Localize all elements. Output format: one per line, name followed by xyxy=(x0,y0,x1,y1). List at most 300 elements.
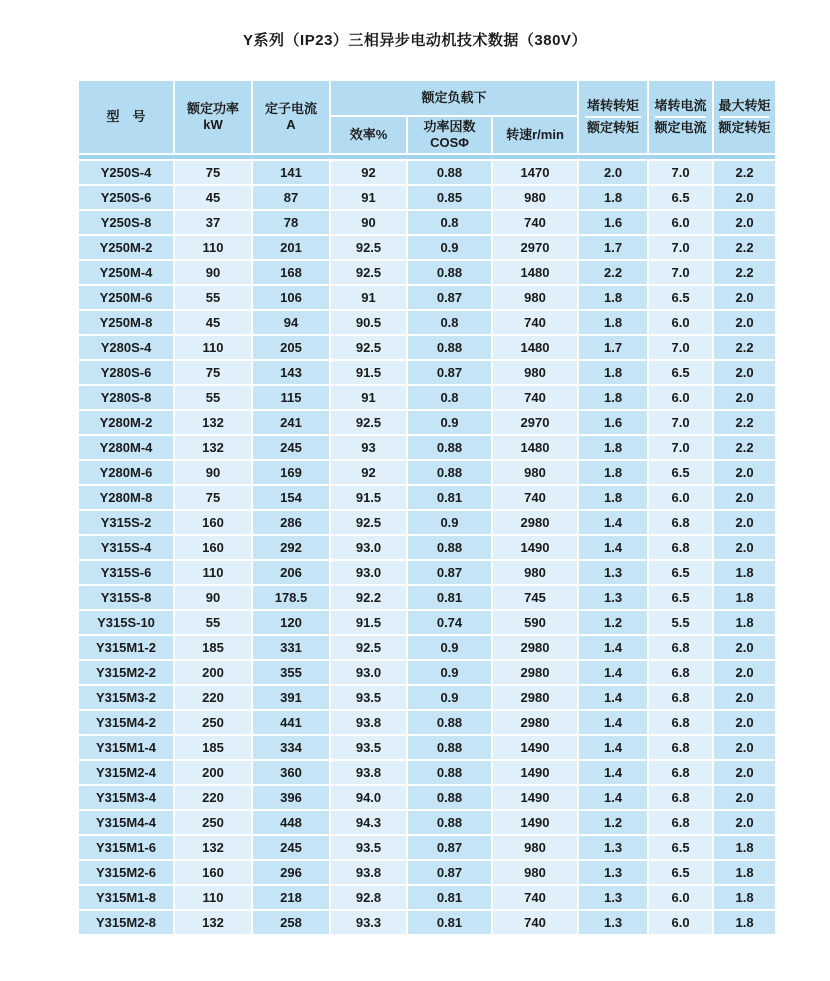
table-body xyxy=(79,155,775,934)
table-cell: 1.4 xyxy=(579,761,647,784)
table-cell: 185 xyxy=(175,636,251,659)
table-cell: 980 xyxy=(493,286,577,309)
table-cell: 201 xyxy=(253,236,329,259)
table-row xyxy=(79,761,775,784)
table-row xyxy=(79,536,775,559)
table-cell: 1480 xyxy=(493,261,577,284)
model-cell: Y280M-8 xyxy=(79,486,173,509)
table-cell: 94 xyxy=(253,311,329,334)
table-cell: 1.8 xyxy=(579,186,647,209)
table-cell: 740 xyxy=(493,911,577,934)
table-cell: 245 xyxy=(253,436,329,459)
table-cell: 6.8 xyxy=(649,736,712,759)
fraction-divider xyxy=(655,116,706,118)
model-cell: Y315S-8 xyxy=(79,586,173,609)
table-cell: 200 xyxy=(175,761,251,784)
table-cell: 92.8 xyxy=(331,886,406,909)
table-cell: 241 xyxy=(253,411,329,434)
table-cell: 6.8 xyxy=(649,686,712,709)
table-cell: 132 xyxy=(175,436,251,459)
fraction-divider xyxy=(720,116,769,118)
table-cell: 1.4 xyxy=(579,711,647,734)
table-cell: 0.81 xyxy=(408,886,491,909)
table-cell: 6.8 xyxy=(649,811,712,834)
table-cell: 1.7 xyxy=(579,336,647,359)
table-cell: 2.0 xyxy=(714,511,775,534)
table-cell: 0.88 xyxy=(408,461,491,484)
table-cell: 1.3 xyxy=(579,886,647,909)
table-cell: 1.3 xyxy=(579,561,647,584)
table-cell: 1.8 xyxy=(579,486,647,509)
table-cell: 1490 xyxy=(493,536,577,559)
model-cell: Y315M1-8 xyxy=(79,886,173,909)
stator-current-unit: A xyxy=(286,117,296,132)
table-cell: 2.0 xyxy=(714,536,775,559)
table-cell: 75 xyxy=(175,161,251,184)
model-cell: Y315M1-6 xyxy=(79,836,173,859)
table-cell: 205 xyxy=(253,336,329,359)
model-cell: Y250M-6 xyxy=(79,286,173,309)
model-cell: Y280S-8 xyxy=(79,386,173,409)
table-cell: 2.2 xyxy=(714,236,775,259)
table-cell: 0.88 xyxy=(408,811,491,834)
table-cell: 245 xyxy=(253,836,329,859)
table-cell: 45 xyxy=(175,186,251,209)
model-cell: Y315M3-2 xyxy=(79,686,173,709)
table-cell: 110 xyxy=(175,886,251,909)
table-cell: 2980 xyxy=(493,511,577,534)
table-cell: 745 xyxy=(493,586,577,609)
col-header-rated-power xyxy=(175,81,251,153)
table-cell: 0.81 xyxy=(408,586,491,609)
table-row xyxy=(79,861,775,884)
table-cell: 1.2 xyxy=(579,611,647,634)
table-cell: 1.7 xyxy=(579,236,647,259)
table-row xyxy=(79,561,775,584)
table-cell: 7.0 xyxy=(649,436,712,459)
table-cell: 360 xyxy=(253,761,329,784)
table-cell: 250 xyxy=(175,711,251,734)
table-cell: 178.5 xyxy=(253,586,329,609)
table-cell: 2.0 xyxy=(714,711,775,734)
model-cell: Y315M4-2 xyxy=(79,711,173,734)
table-row xyxy=(79,411,775,434)
table-cell: 93.5 xyxy=(331,736,406,759)
model-cell: Y315M1-4 xyxy=(79,736,173,759)
table-cell: 169 xyxy=(253,461,329,484)
table-cell: 78 xyxy=(253,211,329,234)
power-factor-label: 功率因数 xyxy=(423,119,476,134)
table-cell: 2.0 xyxy=(579,161,647,184)
table-cell: 160 xyxy=(175,536,251,559)
table-cell: 6.0 xyxy=(649,886,712,909)
table-cell: 6.5 xyxy=(649,861,712,884)
table-cell: 1.2 xyxy=(579,811,647,834)
table-cell: 6.8 xyxy=(649,636,712,659)
table-cell: 1470 xyxy=(493,161,577,184)
table-cell: 6.8 xyxy=(649,761,712,784)
table-cell: 93.8 xyxy=(331,761,406,784)
table-cell: 0.74 xyxy=(408,611,491,634)
table-cell: 6.0 xyxy=(649,311,712,334)
table-cell: 2.2 xyxy=(714,161,775,184)
table-cell: 160 xyxy=(175,861,251,884)
model-cell: Y250M-4 xyxy=(79,261,173,284)
table-cell: 7.0 xyxy=(649,261,712,284)
table-cell: 206 xyxy=(253,561,329,584)
table-cell: 1.4 xyxy=(579,511,647,534)
table-cell: 980 xyxy=(493,461,577,484)
table-cell: 2.2 xyxy=(714,411,775,434)
table-cell: 93.5 xyxy=(331,686,406,709)
table-cell: 6.0 xyxy=(649,386,712,409)
table-cell: 185 xyxy=(175,736,251,759)
table-row xyxy=(79,336,775,359)
table-cell: 2.0 xyxy=(714,311,775,334)
table-cell: 980 xyxy=(493,861,577,884)
table-row xyxy=(79,211,775,234)
model-cell: Y315M4-4 xyxy=(79,811,173,834)
table-cell: 91.5 xyxy=(331,611,406,634)
table-cell: 7.0 xyxy=(649,336,712,359)
table-row xyxy=(79,461,775,484)
table-cell: 106 xyxy=(253,286,329,309)
table-cell: 292 xyxy=(253,536,329,559)
table-cell: 1480 xyxy=(493,336,577,359)
table-cell: 75 xyxy=(175,486,251,509)
table-cell: 2.2 xyxy=(579,261,647,284)
col-header-power-factor xyxy=(408,117,491,153)
model-cell: Y280M-2 xyxy=(79,411,173,434)
table-cell: 110 xyxy=(175,336,251,359)
table-row xyxy=(79,911,775,934)
table-cell: 740 xyxy=(493,211,577,234)
table-cell: 218 xyxy=(253,886,329,909)
table-cell: 37 xyxy=(175,211,251,234)
table-cell: 0.8 xyxy=(408,211,491,234)
table-cell: 0.87 xyxy=(408,861,491,884)
locked-current-denominator: 额定电流 xyxy=(654,120,707,135)
table-cell: 1.8 xyxy=(714,886,775,909)
table-cell: 90 xyxy=(331,211,406,234)
table-cell: 6.8 xyxy=(649,711,712,734)
table-cell: 740 xyxy=(493,886,577,909)
table-row xyxy=(79,361,775,384)
table-cell: 448 xyxy=(253,811,329,834)
table-cell: 2980 xyxy=(493,711,577,734)
table-cell: 1.8 xyxy=(714,861,775,884)
table-cell: 980 xyxy=(493,561,577,584)
col-header-efficiency: 效率% xyxy=(331,117,406,153)
model-cell: Y250M-2 xyxy=(79,236,173,259)
table-cell: 2.0 xyxy=(714,661,775,684)
table-row xyxy=(79,686,775,709)
table-cell: 2970 xyxy=(493,236,577,259)
table-row xyxy=(79,261,775,284)
table-cell: 286 xyxy=(253,511,329,534)
table-cell: 0.9 xyxy=(408,511,491,534)
table-cell: 2.0 xyxy=(714,386,775,409)
col-header-max-torque-ratio xyxy=(714,81,775,153)
table-cell: 160 xyxy=(175,511,251,534)
table-cell: 980 xyxy=(493,361,577,384)
table-cell: 93.3 xyxy=(331,911,406,934)
table-row xyxy=(79,736,775,759)
model-cell: Y315M2-2 xyxy=(79,661,173,684)
table-cell: 396 xyxy=(253,786,329,809)
table-cell: 740 xyxy=(493,311,577,334)
table-row xyxy=(79,636,775,659)
table-cell: 55 xyxy=(175,286,251,309)
table-cell: 0.87 xyxy=(408,361,491,384)
table-cell: 2.0 xyxy=(714,686,775,709)
table-cell: 1.8 xyxy=(714,586,775,609)
table-cell: 1.3 xyxy=(579,911,647,934)
table-cell: 250 xyxy=(175,811,251,834)
table-row xyxy=(79,661,775,684)
table-cell: 740 xyxy=(493,386,577,409)
table-cell: 2980 xyxy=(493,661,577,684)
table-cell: 296 xyxy=(253,861,329,884)
table-cell: 6.5 xyxy=(649,461,712,484)
stator-current-label: 定子电流 xyxy=(264,101,317,116)
model-cell: Y250S-6 xyxy=(79,186,173,209)
table-cell: 94.0 xyxy=(331,786,406,809)
table-cell: 6.0 xyxy=(649,211,712,234)
table-cell: 75 xyxy=(175,361,251,384)
table-cell: 331 xyxy=(253,636,329,659)
table-cell: 93.8 xyxy=(331,711,406,734)
model-cell: Y250S-8 xyxy=(79,211,173,234)
table-cell: 1.8 xyxy=(714,561,775,584)
table-cell: 93.0 xyxy=(331,661,406,684)
col-header-locked-current-ratio xyxy=(649,81,712,153)
table-cell: 93.8 xyxy=(331,861,406,884)
table-cell: 1.8 xyxy=(579,461,647,484)
table-cell: 2970 xyxy=(493,411,577,434)
table-cell: 0.88 xyxy=(408,786,491,809)
model-cell: Y280S-6 xyxy=(79,361,173,384)
table-cell: 120 xyxy=(253,611,329,634)
table-cell: 980 xyxy=(493,186,577,209)
max-torque-denominator: 额定转矩 xyxy=(718,120,771,135)
table-cell: 92.2 xyxy=(331,586,406,609)
table-cell: 0.88 xyxy=(408,761,491,784)
table-cell: 1.8 xyxy=(579,386,647,409)
table-cell: 0.88 xyxy=(408,736,491,759)
table-row xyxy=(79,711,775,734)
motor-data-table xyxy=(77,79,777,936)
table-cell: 110 xyxy=(175,236,251,259)
table-cell: 93.0 xyxy=(331,561,406,584)
table-cell: 141 xyxy=(253,161,329,184)
table-cell: 1.4 xyxy=(579,736,647,759)
model-cell: Y315M1-2 xyxy=(79,636,173,659)
table-cell: 93.0 xyxy=(331,536,406,559)
table-cell: 0.88 xyxy=(408,161,491,184)
power-factor-symbol: COSΦ xyxy=(430,135,469,150)
table-cell: 1.3 xyxy=(579,836,647,859)
table-cell: 91.5 xyxy=(331,486,406,509)
table-cell: 2.0 xyxy=(714,786,775,809)
table-cell: 1490 xyxy=(493,761,577,784)
table-cell: 2.0 xyxy=(714,486,775,509)
table-cell: 55 xyxy=(175,386,251,409)
table-cell: 92.5 xyxy=(331,236,406,259)
table-cell: 6.8 xyxy=(649,661,712,684)
table-cell: 7.0 xyxy=(649,236,712,259)
table-cell: 220 xyxy=(175,786,251,809)
table-cell: 220 xyxy=(175,686,251,709)
model-cell: Y315S-10 xyxy=(79,611,173,634)
table-cell: 132 xyxy=(175,411,251,434)
table-cell: 6.5 xyxy=(649,186,712,209)
model-cell: Y250M-8 xyxy=(79,311,173,334)
model-cell: Y315S-6 xyxy=(79,561,173,584)
table-row xyxy=(79,161,775,184)
table-cell: 1.4 xyxy=(579,661,647,684)
table-row xyxy=(79,311,775,334)
table-cell: 92.5 xyxy=(331,261,406,284)
table-cell: 2.0 xyxy=(714,736,775,759)
table-cell: 0.9 xyxy=(408,411,491,434)
table-cell: 45 xyxy=(175,311,251,334)
table-row xyxy=(79,186,775,209)
table-cell: 92.5 xyxy=(331,336,406,359)
table-cell: 2.0 xyxy=(714,461,775,484)
table-cell: 6.5 xyxy=(649,561,712,584)
table-cell: 1490 xyxy=(493,736,577,759)
model-cell: Y315M3-4 xyxy=(79,786,173,809)
model-cell: Y315M2-8 xyxy=(79,911,173,934)
table-cell: 2.2 xyxy=(714,436,775,459)
header-body-divider xyxy=(79,155,775,159)
table-cell: 0.88 xyxy=(408,536,491,559)
table-cell: 0.88 xyxy=(408,711,491,734)
table-cell: 0.88 xyxy=(408,436,491,459)
table-cell: 0.88 xyxy=(408,261,491,284)
table-cell: 2980 xyxy=(493,686,577,709)
table-row xyxy=(79,586,775,609)
table-cell: 1.8 xyxy=(579,311,647,334)
table-cell: 0.9 xyxy=(408,236,491,259)
table-cell: 6.5 xyxy=(649,586,712,609)
table-cell: 0.85 xyxy=(408,186,491,209)
table-cell: 92.5 xyxy=(331,411,406,434)
table-cell: 90.5 xyxy=(331,311,406,334)
table-cell: 6.5 xyxy=(649,836,712,859)
max-torque-numerator: 最大转矩 xyxy=(718,98,771,113)
table-cell: 0.88 xyxy=(408,336,491,359)
table-cell: 1.8 xyxy=(714,836,775,859)
table-cell: 980 xyxy=(493,836,577,859)
table-cell: 92.5 xyxy=(331,511,406,534)
model-cell: Y280M-4 xyxy=(79,436,173,459)
locked-current-numerator: 堵转电流 xyxy=(654,98,707,113)
table-cell: 132 xyxy=(175,836,251,859)
table-cell: 0.87 xyxy=(408,561,491,584)
table-cell: 0.8 xyxy=(408,386,491,409)
table-cell: 740 xyxy=(493,486,577,509)
table-cell: 0.81 xyxy=(408,911,491,934)
table-cell: 1480 xyxy=(493,436,577,459)
divider-band xyxy=(79,155,775,159)
table-cell: 6.5 xyxy=(649,286,712,309)
table-cell: 92 xyxy=(331,161,406,184)
table-cell: 6.0 xyxy=(649,486,712,509)
table-cell: 132 xyxy=(175,911,251,934)
page-title: Y系列（IP23）三相异步电动机技术数据（380V） xyxy=(243,32,587,49)
table-cell: 334 xyxy=(253,736,329,759)
table-cell: 355 xyxy=(253,661,329,684)
table-cell: 87 xyxy=(253,186,329,209)
locked-torque-denominator: 额定转矩 xyxy=(587,120,640,135)
col-header-speed: 转速r/min xyxy=(493,117,577,153)
table-row xyxy=(79,886,775,909)
table-cell: 1.8 xyxy=(714,611,775,634)
model-cell: Y315M2-4 xyxy=(79,761,173,784)
table-cell: 1.8 xyxy=(579,361,647,384)
table-cell: 90 xyxy=(175,586,251,609)
table-cell: 1.3 xyxy=(579,861,647,884)
table-row xyxy=(79,836,775,859)
table-cell: 92 xyxy=(331,461,406,484)
table-row xyxy=(79,386,775,409)
table-cell: 2.0 xyxy=(714,361,775,384)
table-cell: 2980 xyxy=(493,636,577,659)
table-cell: 1.4 xyxy=(579,636,647,659)
col-header-stator-current xyxy=(253,81,329,153)
table-cell: 154 xyxy=(253,486,329,509)
table-cell: 110 xyxy=(175,561,251,584)
rated-power-unit: kW xyxy=(203,117,223,132)
table-cell: 1490 xyxy=(493,811,577,834)
table-cell: 93.5 xyxy=(331,836,406,859)
table-row xyxy=(79,436,775,459)
table-cell: 1.4 xyxy=(579,786,647,809)
table-cell: 5.5 xyxy=(649,611,712,634)
table-cell: 143 xyxy=(253,361,329,384)
model-cell: Y250S-4 xyxy=(79,161,173,184)
table-cell: 0.87 xyxy=(408,286,491,309)
table-cell: 258 xyxy=(253,911,329,934)
table-cell: 6.8 xyxy=(649,511,712,534)
fraction-divider xyxy=(585,116,641,118)
table-cell: 441 xyxy=(253,711,329,734)
table-cell: 91 xyxy=(331,386,406,409)
table-cell: 6.5 xyxy=(649,361,712,384)
table-row xyxy=(79,786,775,809)
table-cell: 2.0 xyxy=(714,761,775,784)
table-row xyxy=(79,511,775,534)
table-cell: 1.6 xyxy=(579,211,647,234)
table-row xyxy=(79,486,775,509)
table-cell: 90 xyxy=(175,261,251,284)
table-cell: 6.8 xyxy=(649,786,712,809)
table-cell: 0.9 xyxy=(408,686,491,709)
table-cell: 1490 xyxy=(493,786,577,809)
table-cell: 2.0 xyxy=(714,811,775,834)
table-cell: 0.81 xyxy=(408,486,491,509)
table-cell: 2.2 xyxy=(714,336,775,359)
table-cell: 2.0 xyxy=(714,636,775,659)
table-cell: 115 xyxy=(253,386,329,409)
table-cell: 0.9 xyxy=(408,636,491,659)
model-cell: Y315S-2 xyxy=(79,511,173,534)
table-row xyxy=(79,286,775,309)
table-cell: 0.8 xyxy=(408,311,491,334)
col-header-locked-torque-ratio xyxy=(579,81,647,153)
